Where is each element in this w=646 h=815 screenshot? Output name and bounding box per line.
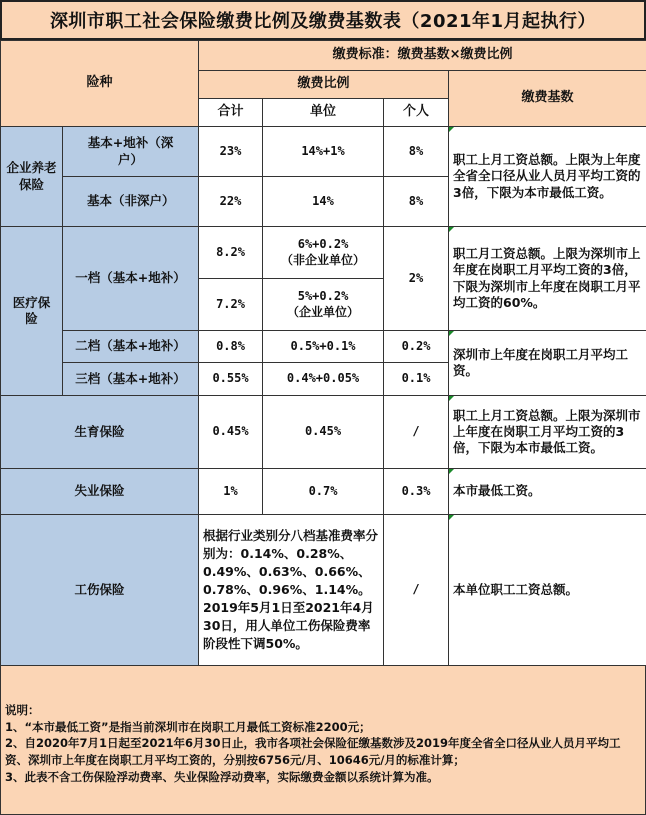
table-row [1,469,646,515]
medical-tier2-unit: 0.5%+0.1% [263,331,384,363]
table-row [1,127,646,177]
pension-individual-1: 8% [384,127,449,177]
pension-total-2: 22% [199,177,263,227]
maternity-name: 生育保险 [1,396,199,469]
pension-unit-1: 14%+1% [263,127,384,177]
injury-base: 本单位职工工资总额。 [449,515,646,666]
medical-tier2-sub: 二档（基本+地补） [63,331,199,363]
unemployment-base: 本市最低工资。 [449,469,646,515]
medical-tier2-total: 0.8% [199,331,263,363]
injury-individual: / [384,515,449,666]
notes-heading: 说明： [5,703,40,717]
medical-tier1-total-1: 8.2% [199,227,263,279]
table-row [1,331,646,363]
medical-tier3-sub: 三档（基本+地补） [63,363,199,396]
header-base: 缴费基数 [449,71,646,127]
unit-note: （非企业单位） [281,252,366,267]
medical-tier1-unit-2 [263,279,384,331]
maternity-base: 职工上月工资总额。上限为深圳市上年度在岗职工月平均工资的3倍，下限为本市最低工资。 [449,396,646,469]
unit-note: （企业单位） [287,304,360,319]
unemployment-name: 失业保险 [1,469,199,515]
medical-tier3-unit: 0.4%+0.05% [263,363,384,396]
table-row [1,396,646,469]
medical-tier23-base: 深圳市上年度在岗职工月平均工资。 [449,331,646,396]
injury-ratio-text: 根据行业类别分八档基准费率分别为：0.14%、0.28%、0.49%、0.63%、0.66%、0.78%、0.96%、1.14%。2019年5月1日至2021年4月30日，用人单位工伤保险费率阶段性下调50%。 [199,515,384,666]
pension-name: 企业养老保险 [1,127,63,227]
note-item-2: 2、自2020年7月1日起至2021年6月30日止，我市各项社会保险征缴基数涉及2019年度全省全口径从业人员月平均工资、深圳市上年度在岗职工月平均工资的，分别按6756元/月、10646元/月的标准计算； [5,736,621,768]
injury-name: 工伤保险 [1,515,199,666]
unemployment-individual: 0.3% [384,469,449,515]
unemployment-total: 1% [199,469,263,515]
pension-total-1: 23% [199,127,263,177]
header-standard: 缴费标准：缴费基数×缴费比例 [199,41,646,71]
medical-tier1-base: 职工月工资总额。上限为深圳市上年度在岗职工月平均工资的3倍，下限为深圳市上年度在岗职工月平均工资的60%。 [449,227,646,331]
maternity-total: 0.45% [199,396,263,469]
pension-sub-2: 基本（非深户） [63,177,199,227]
table-row [1,515,646,666]
medical-tier3-individual: 0.1% [384,363,449,396]
medical-tier1-unit-1 [263,227,384,279]
header-unit: 单位 [263,99,384,127]
pension-sub-1: 基本+地补（深户） [63,127,199,177]
unemployment-unit: 0.7% [263,469,384,515]
maternity-individual: / [384,396,449,469]
note-item-1: 1、“本市最低工资”是指当前深圳市在岗职工月最低工资标准2200元； [5,719,371,734]
medical-name: 医疗保险 [1,227,63,396]
medical-tier2-individual: 0.2% [384,331,449,363]
medical-tier1-total-2: 7.2% [199,279,263,331]
header-total: 合计 [199,99,263,127]
note-item-3: 3、此表不含工伤保险浮动费率、失业保险浮动费率，实际缴费金额以系统计算为准。 [5,769,439,784]
header-category: 险种 [1,41,199,127]
medical-tier1-sub: 一档（基本+地补） [63,227,199,331]
pension-unit-2: 14% [263,177,384,227]
page-title: 深圳市职工社会保险缴费比例及缴费基数表（2021年1月起执行） [0,0,646,40]
medical-tier3-total: 0.55% [199,363,263,396]
unit-value: 5%+0.2% [297,288,349,303]
pension-individual-2: 8% [384,177,449,227]
pension-base: 职工上月工资总额。上限为上年度全省全口径从业人员月平均工资的3倍，下限为本市最低工资。 [449,127,646,227]
medical-tier1-individual: 2% [384,227,449,331]
header-ratio: 缴费比例 [199,71,449,99]
notes-section [0,665,646,815]
insurance-table [0,40,646,666]
maternity-unit: 0.45% [263,396,384,469]
table-row [1,227,646,279]
unit-value: 6%+0.2% [297,236,349,251]
header-individual: 个人 [384,99,449,127]
